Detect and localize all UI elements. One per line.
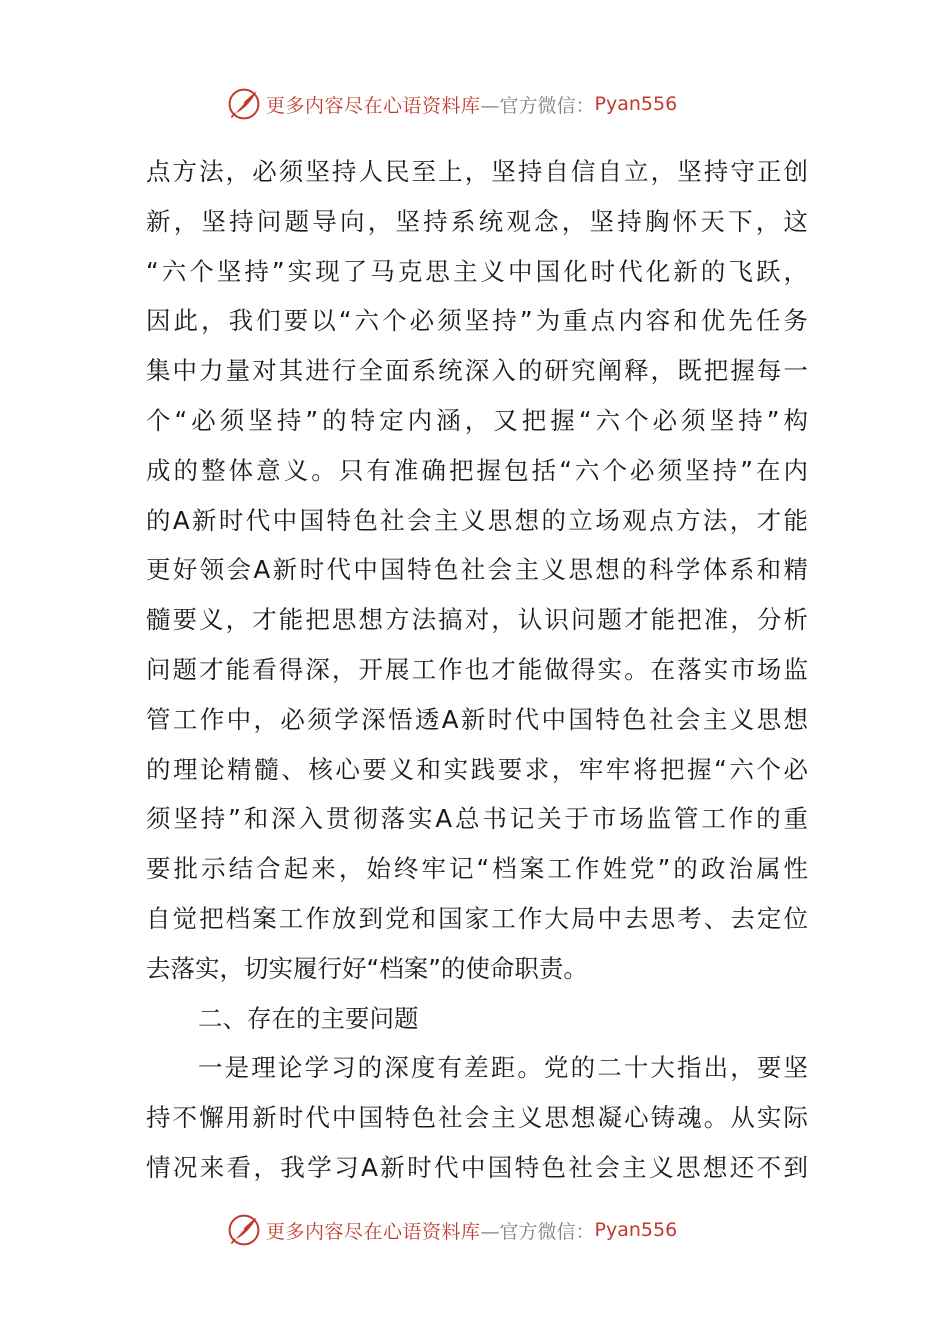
text-line: 更好领会A新时代中国特色社会主义思想的科学体系和精 xyxy=(146,555,808,585)
text-line: 自觉把档案工作放到党和国家工作大局中去思考、去定位 xyxy=(146,903,808,933)
text-line: 集中力量对其进行全面系统深入的研究阐释，既把握每一 xyxy=(146,356,808,386)
paragraph-1 xyxy=(146,147,808,994)
paragraph-2 xyxy=(146,1043,808,1192)
text-line: 成的整体意义。只有准确把握包括“六个必须坚持”在内 xyxy=(146,455,808,485)
document-body xyxy=(146,147,808,1193)
text-line: 持不懈用新时代中国特色社会主义思想凝心铸魂。从实际 xyxy=(146,1103,808,1133)
feather-pen-logo-icon xyxy=(226,86,262,122)
footer-wechat-id: Pyan556 xyxy=(594,1219,678,1241)
header-banner xyxy=(226,84,677,124)
section-heading: 二、存在的主要问题 xyxy=(198,1003,419,1033)
text-line: 的A新时代中国特色社会主义思想的立场观点方法，才能 xyxy=(146,505,808,535)
header-wechat-id: Pyan556 xyxy=(594,93,678,115)
header-site-text: 更多内容尽在心语资料库 xyxy=(266,94,481,117)
header-contact-text: —官方微信： xyxy=(480,94,595,117)
text-line: 管工作中，必须学深悟透A新时代中国特色社会主义思想 xyxy=(146,704,808,734)
text-line: 情况来看，我学习A新时代中国特色社会主义思想还不到 xyxy=(146,1152,808,1182)
text-line: 因此，我们要以“六个必须坚持”为重点内容和优先任务 xyxy=(146,306,808,336)
text-line: 点方法，必须坚持人民至上，坚持自信自立，坚持守正创 xyxy=(146,157,808,186)
text-line: 髓要义，才能把思想方法搞对，认识问题才能把准，分析 xyxy=(146,605,808,635)
footer-banner xyxy=(226,1210,677,1250)
text-line: 一是理论学习的深度有差距。党的二十大指出，要坚 xyxy=(198,1053,808,1083)
footer-site-text: 更多内容尽在心语资料库 xyxy=(266,1220,481,1243)
text-line: 新，坚持问题导向，坚持系统观念，坚持胸怀天下，这 xyxy=(146,206,808,236)
text-line: 须坚持”和深入贯彻落实A总书记关于市场监管工作的重 xyxy=(146,804,808,834)
text-line: 问题才能看得深，开展工作也才能做得实。在落实市场监 xyxy=(146,654,808,684)
text-line: 去落实，切实履行好“档案”的使命职责。 xyxy=(146,953,588,983)
text-line: 个“必须坚持”的特定内涵，又把握“六个必须坚持”构 xyxy=(146,405,808,435)
text-line: 的理论精髓、核心要义和实践要求，牢牢将把握“六个必 xyxy=(146,754,808,784)
text-line: 要批示结合起来，始终牢记“档案工作姓党”的政治属性 xyxy=(146,854,808,884)
footer-contact-text: —官方微信： xyxy=(480,1220,595,1243)
text-line: “六个坚持”实现了马克思主义中国化时代化新的飞跃， xyxy=(146,256,808,286)
feather-pen-logo-icon xyxy=(226,1212,262,1248)
